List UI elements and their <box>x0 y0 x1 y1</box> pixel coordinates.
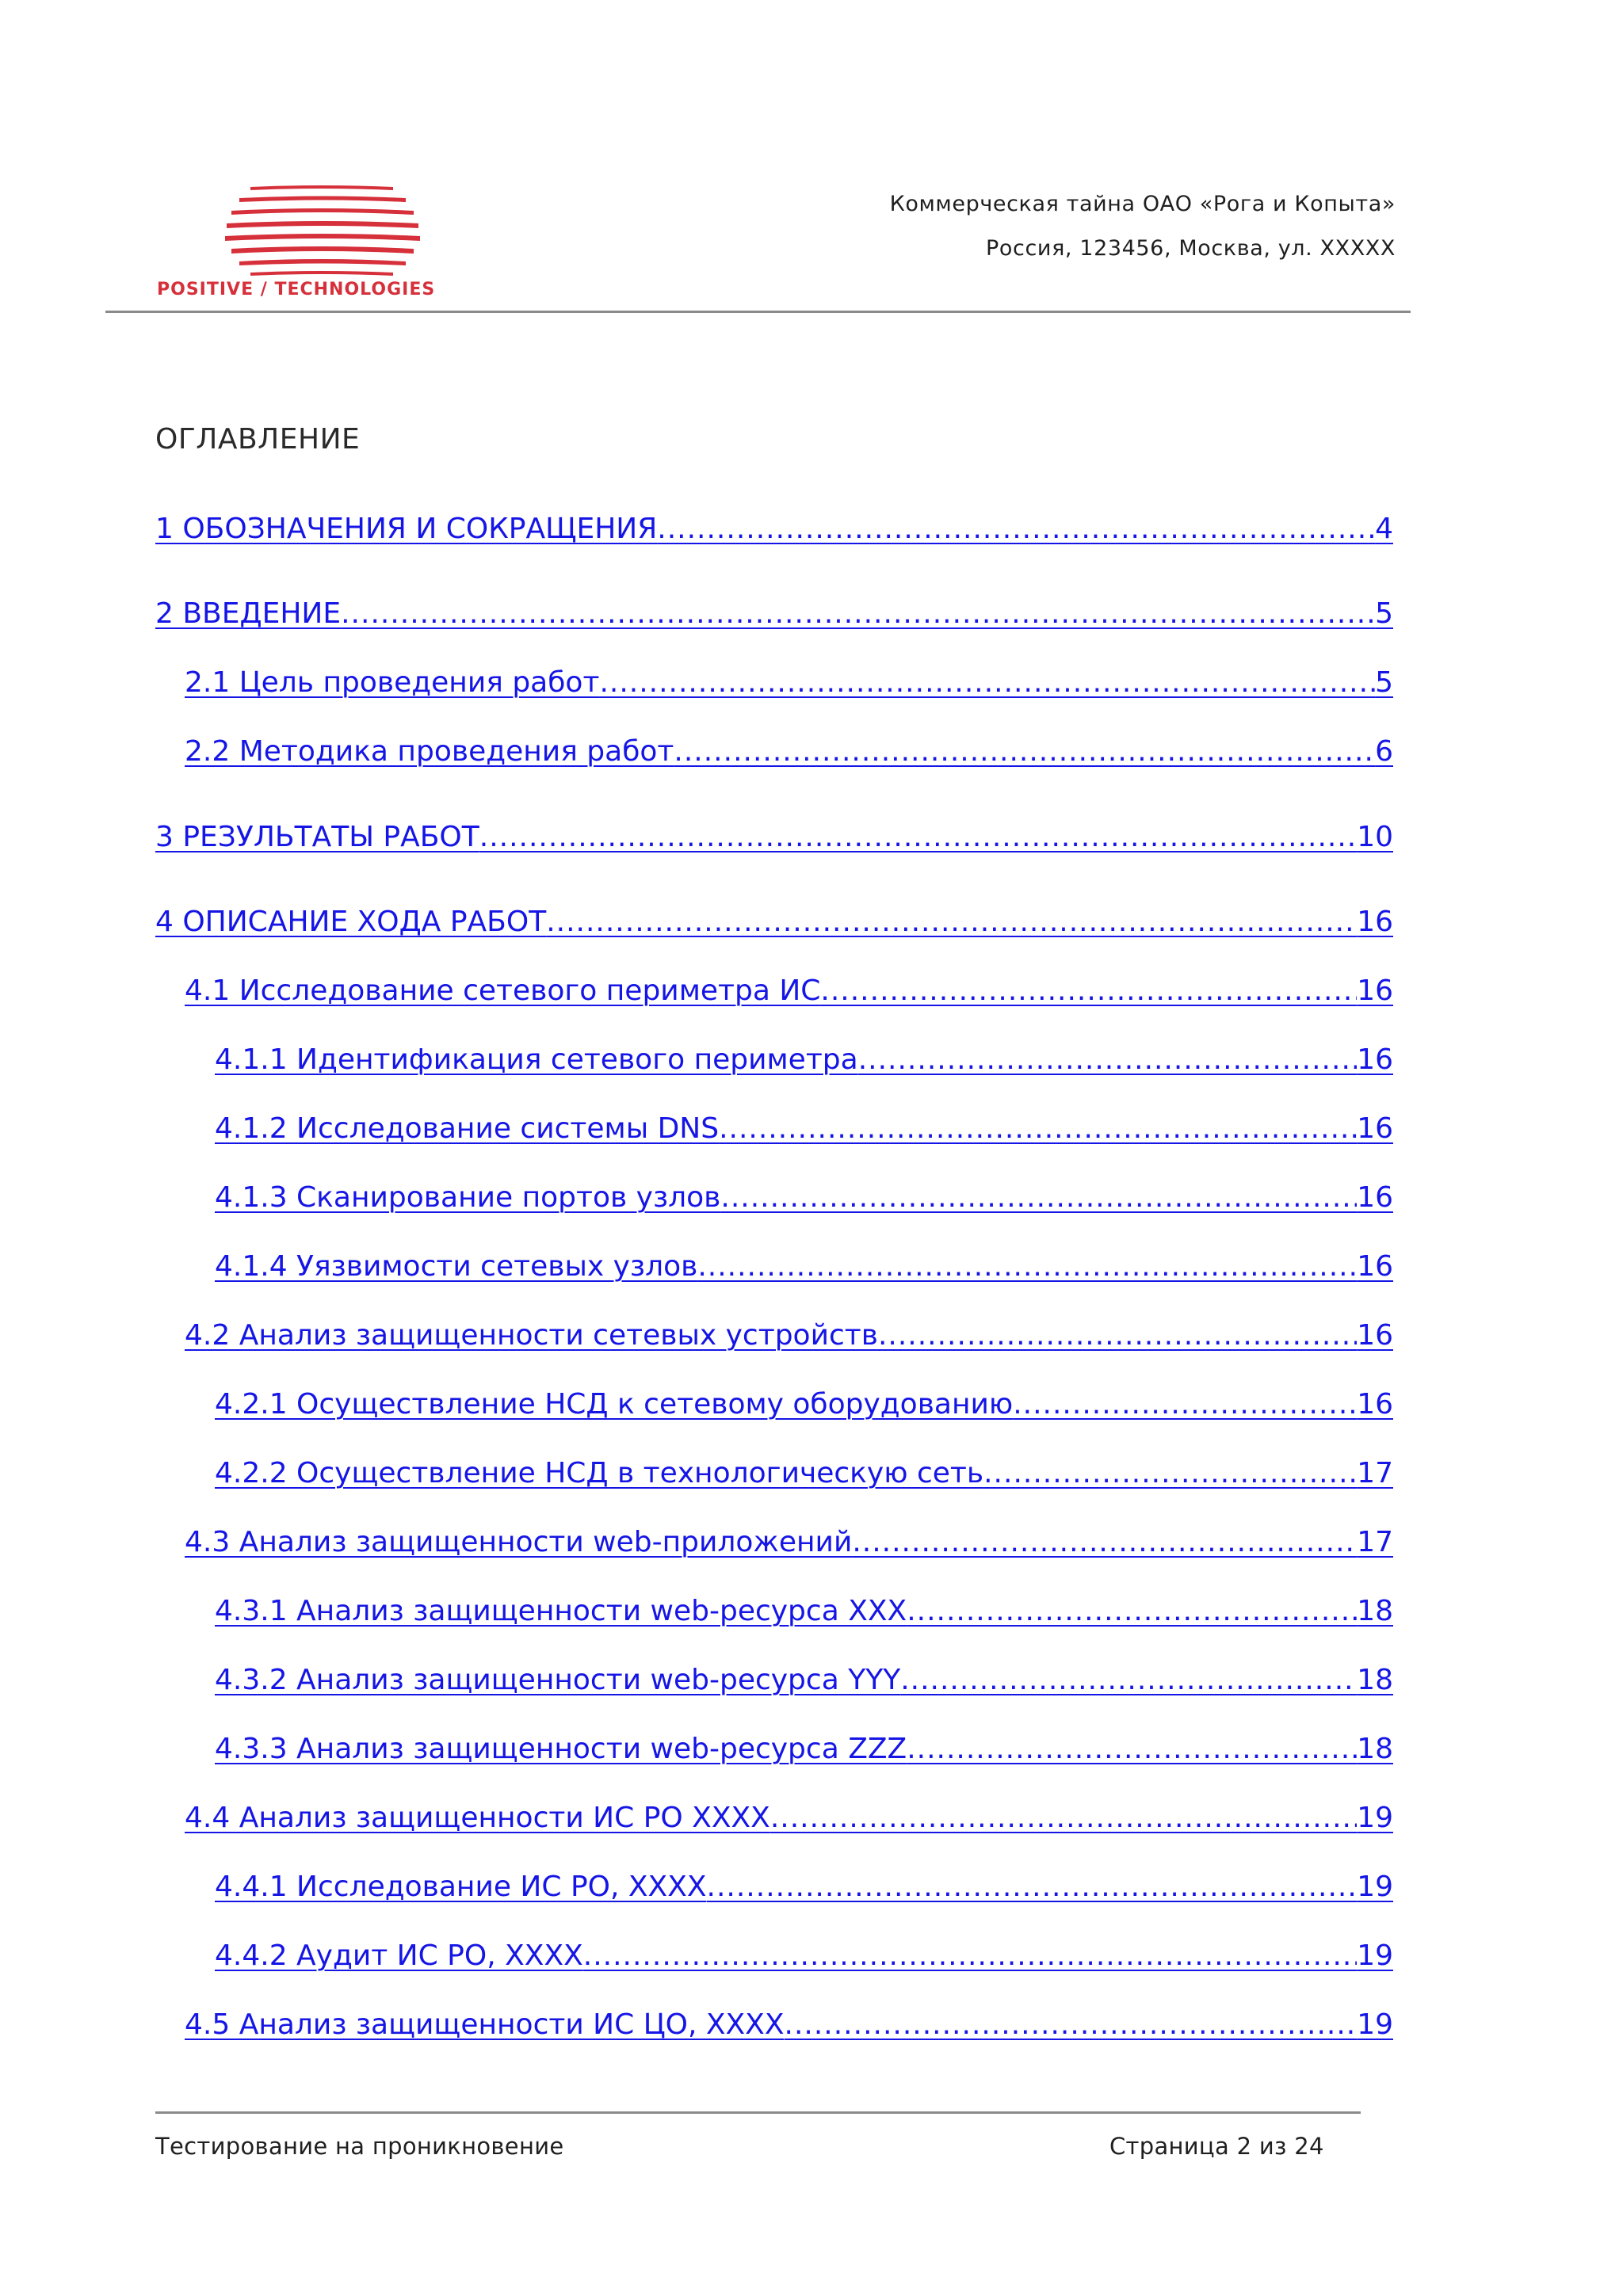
toc-leader-dots <box>858 1039 1357 1081</box>
toc-entry-label: 4.4.1 Исследование ИС РО, XXXX <box>215 1871 707 1903</box>
toc-entry[interactable] <box>215 1246 1393 1287</box>
toc-leader-dots <box>878 1315 1357 1356</box>
toc-entry-page: 4 <box>1375 513 1393 545</box>
toc-entry-page: 16 <box>1357 1319 1393 1352</box>
toc-leader-dots <box>479 817 1357 858</box>
toc-leader-dots <box>907 1591 1357 1632</box>
toc-leader-dots <box>697 1246 1357 1287</box>
toc-entry-page: 18 <box>1357 1664 1393 1696</box>
toc-entry-label: 4.1 Исследование сетевого периметра ИС <box>185 974 821 1007</box>
toc-entry-label: 1 ОБОЗНАЧЕНИЯ И СОКРАЩЕНИЯ <box>155 513 658 545</box>
toc-leader-dots <box>983 1453 1357 1494</box>
toc-entry[interactable] <box>215 1729 1393 1770</box>
toc-title: ОГЛАВЛЕНИЕ <box>155 423 361 456</box>
toc-leader-dots <box>707 1867 1358 1908</box>
toc-entry[interactable] <box>215 1039 1393 1081</box>
toc-leader-dots <box>1013 1384 1357 1425</box>
footer-page-number <box>1109 2133 1324 2160</box>
toc-entry[interactable] <box>185 662 1393 704</box>
toc-entry[interactable] <box>185 1522 1393 1563</box>
toc-entry-page: 5 <box>1375 597 1393 630</box>
toc-entry-page: 16 <box>1357 1112 1393 1145</box>
toc-leader-dots <box>770 1798 1357 1839</box>
toc-entry-label: 4.2 Анализ защищенности сетевых устройств <box>185 1319 878 1352</box>
toc-leader-dots <box>719 1108 1357 1150</box>
toc-entry-page: 18 <box>1357 1733 1393 1765</box>
header-confidential-line: Коммерческая тайна ОАО «Рога и Копыта» <box>889 192 1396 216</box>
toc-entry-page: 6 <box>1375 735 1393 768</box>
toc-entry-page: 17 <box>1357 1457 1393 1489</box>
toc-entry-page: 16 <box>1357 974 1393 1007</box>
toc-entry[interactable] <box>185 971 1393 1012</box>
toc-entry-label: 4 ОПИСАНИЕ ХОДА РАБОТ <box>155 906 547 938</box>
toc-entry-label: 4.1.1 Идентификация сетевого периметра <box>215 1043 858 1076</box>
toc-entry-label: 3 РЕЗУЛЬТАТЫ РАБОТ <box>155 821 479 853</box>
toc-entry-page: 16 <box>1357 1388 1393 1421</box>
toc-entry-label: 4.1.4 Уязвимости сетевых узлов <box>215 1250 698 1283</box>
toc-entry[interactable] <box>185 2004 1393 2046</box>
toc-leader-dots <box>341 593 1375 635</box>
toc-entry-label: 2 ВВЕДЕНИЕ <box>155 597 342 630</box>
toc-leader-dots <box>599 662 1375 704</box>
toc-entry-page: 16 <box>1357 1043 1393 1076</box>
toc-entry-page: 16 <box>1357 1181 1393 1214</box>
header-confidential-block <box>890 189 1396 277</box>
toc-entry-label: 4.2.1 Осуществление НСД к сетевому оборудованию <box>215 1388 1014 1421</box>
toc-entry-page: 17 <box>1357 1526 1393 1558</box>
toc-entry[interactable] <box>215 1108 1393 1150</box>
toc-entry[interactable] <box>215 1453 1393 1494</box>
toc-leader-dots <box>546 902 1357 943</box>
toc-leader-dots <box>657 509 1375 550</box>
toc-entry-page: 10 <box>1357 821 1393 853</box>
toc-entry[interactable] <box>215 1867 1393 1908</box>
footer-document-title: Тестирование на проникновение <box>155 2133 564 2160</box>
toc-entry-label: 4.3.1 Анализ защищенности web-ресурса XXX <box>215 1595 907 1627</box>
positive-technologies-logo-icon <box>155 184 520 299</box>
toc-entry[interactable] <box>155 817 1393 858</box>
toc-entry-label: 4.4.2 Аудит ИС РО, XXXX <box>215 1939 583 1972</box>
toc-entry[interactable] <box>155 902 1393 943</box>
toc-entry-label: 4.1.3 Сканирование портов узлов <box>215 1181 721 1214</box>
toc-entry-page: 19 <box>1357 1871 1393 1903</box>
toc-entry[interactable] <box>215 1660 1393 1701</box>
header-divider <box>105 311 1411 313</box>
toc-entry[interactable] <box>155 593 1393 635</box>
toc-entry-label: 4.5 Анализ защищенности ИС ЦО, XXXX <box>185 2008 785 2041</box>
toc-leader-dots <box>907 1729 1357 1770</box>
company-logo <box>155 184 520 299</box>
toc-entry-label: 4.1.2 Исследование системы DNS <box>215 1112 720 1145</box>
toc-entry-page: 16 <box>1357 1250 1393 1283</box>
toc-entry-page: 19 <box>1357 2008 1393 2041</box>
toc-entry[interactable] <box>185 1315 1393 1356</box>
toc-entry-page: 19 <box>1357 1802 1393 1834</box>
toc-leader-dots <box>583 1936 1357 1977</box>
toc-leader-dots <box>674 731 1375 772</box>
svg-text:POSITIVE / TECHNOLOGIES: POSITIVE / TECHNOLOGIES <box>157 280 436 299</box>
toc-entry[interactable] <box>215 1177 1393 1219</box>
toc-entry-page: 19 <box>1357 1939 1393 1972</box>
toc-entry[interactable] <box>185 731 1393 772</box>
toc-entry-label: 4.4 Анализ защищенности ИС РО XXXX <box>185 1802 770 1834</box>
header-address-line: Россия, 123456, Москва, ул. XXXXX <box>986 236 1396 261</box>
toc-entry-label: 4.3 Анализ защищенности web-приложений <box>185 1526 853 1558</box>
toc-entry[interactable] <box>155 509 1393 550</box>
toc-entry[interactable] <box>215 1591 1393 1632</box>
toc-entry-page: 18 <box>1357 1595 1393 1627</box>
footer-page-current: 2 <box>1236 2133 1252 2160</box>
toc-entry-label: 2.1 Цель проведения работ <box>185 666 600 699</box>
footer-divider <box>155 2111 1361 2114</box>
toc-entry[interactable] <box>215 1384 1393 1425</box>
toc-entry-page: 5 <box>1375 666 1393 699</box>
toc-entry-label: 2.2 Методика проведения работ <box>185 735 674 768</box>
toc-leader-dots <box>852 1522 1357 1563</box>
footer-page-label: Страница <box>1109 2133 1230 2160</box>
footer-page-of: из <box>1258 2133 1287 2160</box>
toc-entry-label: 4.3.2 Анализ защищенности web-ресурса YYY <box>215 1664 901 1696</box>
footer-page-total: 24 <box>1294 2133 1324 2160</box>
toc-entry-label: 4.3.3 Анализ защищенности web-ресурса ZZZ <box>215 1733 907 1765</box>
toc-entry[interactable] <box>215 1936 1393 1977</box>
toc-leader-dots <box>820 971 1357 1012</box>
toc-entry[interactable] <box>185 1798 1393 1839</box>
toc-leader-dots <box>720 1177 1357 1219</box>
toc-leader-dots <box>785 2004 1358 2046</box>
toc-entry-label: 4.2.2 Осуществление НСД в технологическую сеть <box>215 1457 984 1489</box>
toc-entry-page: 16 <box>1357 906 1393 938</box>
toc-leader-dots <box>900 1660 1357 1701</box>
